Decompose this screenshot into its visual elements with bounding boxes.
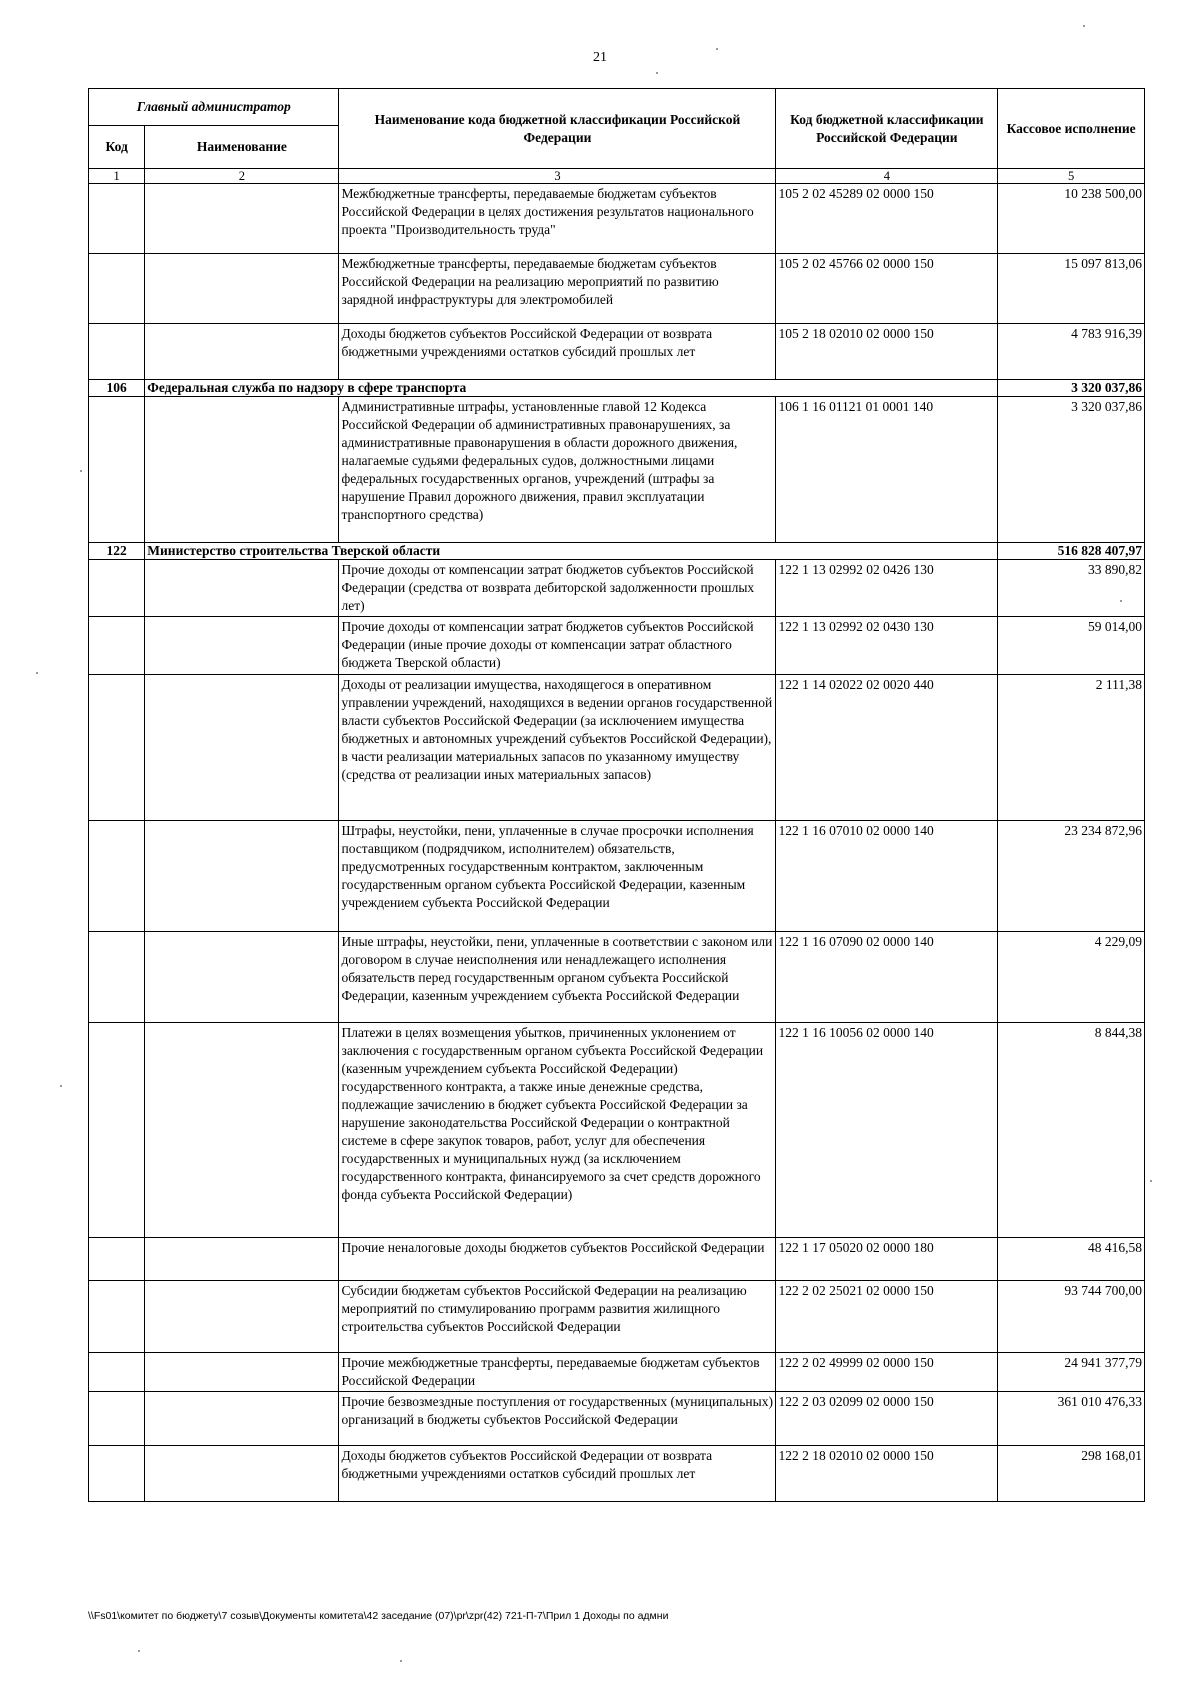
empty-admin-name-cell (145, 397, 339, 543)
empty-admin-name-cell (145, 254, 339, 324)
income-row (89, 560, 1145, 617)
empty-admin-name-cell (145, 821, 339, 932)
kbk-code: 122 2 03 02099 02 0000 150 (776, 1392, 998, 1446)
income-row (89, 1281, 1145, 1353)
scan-speck (60, 1085, 62, 1087)
empty-admin-name-cell (145, 324, 339, 380)
scan-speck (36, 672, 38, 674)
empty-admin-code-cell (89, 560, 145, 617)
empty-admin-name-cell (145, 932, 339, 1023)
income-row (89, 397, 1145, 543)
kbk-code: 122 1 13 02992 02 0430 130 (776, 617, 998, 675)
income-row (89, 675, 1145, 821)
admin-total-amount: 3 320 037,86 (998, 380, 1145, 397)
empty-admin-name-cell (145, 1281, 339, 1353)
header-kbk-name: Наименование кода бюджетной классификации Российской Федерации (339, 89, 776, 169)
empty-admin-code-cell (89, 675, 145, 821)
kbk-code: 122 1 16 10056 02 0000 140 (776, 1023, 998, 1238)
kbk-code: 122 1 17 05020 02 0000 180 (776, 1238, 998, 1281)
kbk-description: Субсидии бюджетам субъектов Российской Федерации на реализацию мероприятий по стимулированию программ развития жилищного строительства субъектов Российской Федерации (339, 1281, 776, 1353)
empty-admin-name-cell (145, 1392, 339, 1446)
empty-admin-code-cell (89, 821, 145, 932)
cash-execution-amount: 15 097 813,06 (998, 254, 1145, 324)
empty-admin-name-cell (145, 1238, 339, 1281)
kbk-code: 105 2 02 45766 02 0000 150 (776, 254, 998, 324)
empty-admin-code-cell (89, 254, 145, 324)
admin-name: Федеральная служба по надзору в сфере транспорта (145, 380, 998, 397)
kbk-code: 122 2 18 02010 02 0000 150 (776, 1446, 998, 1502)
scan-speck (716, 48, 718, 50)
column-number: 5 (998, 169, 1145, 184)
header-admin-name: Наименование (145, 126, 339, 169)
empty-admin-name-cell (145, 1353, 339, 1392)
admin-name: Министерство строительства Тверской области (145, 543, 998, 560)
empty-admin-code-cell (89, 617, 145, 675)
cash-execution-amount: 33 890,82 (998, 560, 1145, 617)
empty-admin-name-cell (145, 1023, 339, 1238)
cash-execution-amount: 93 744 700,00 (998, 1281, 1145, 1353)
kbk-description: Доходы бюджетов субъектов Российской Федерации от возврата бюджетными учреждениями остатков субсидий прошлых лет (339, 324, 776, 380)
kbk-code: 105 2 02 45289 02 0000 150 (776, 184, 998, 254)
revenue-table (88, 88, 1145, 1502)
scan-speck (138, 1650, 140, 1652)
header-admin-code: Код (89, 126, 145, 169)
empty-admin-name-cell (145, 617, 339, 675)
kbk-description: Штрафы, неустойки, пени, уплаченные в случае просрочки исполнения поставщиком (подрядчиком, исполнителем) обязательств, предусмотренных государственным контрактом, заключенным государственным органом субъекта Российской Федерации, казенным учреждением субъекта Российской Федерации (339, 821, 776, 932)
empty-admin-code-cell (89, 1392, 145, 1446)
scan-speck (400, 1660, 402, 1662)
income-row (89, 821, 1145, 932)
income-row (89, 932, 1145, 1023)
empty-admin-code-cell (89, 397, 145, 543)
cash-execution-amount: 2 111,38 (998, 675, 1145, 821)
column-number: 2 (145, 169, 339, 184)
kbk-code: 122 2 02 49999 02 0000 150 (776, 1353, 998, 1392)
kbk-code: 105 2 18 02010 02 0000 150 (776, 324, 998, 380)
empty-admin-code-cell (89, 1238, 145, 1281)
income-row (89, 324, 1145, 380)
cash-execution-amount: 48 416,58 (998, 1238, 1145, 1281)
empty-admin-name-cell (145, 560, 339, 617)
admin-total-amount: 516 828 407,97 (998, 543, 1145, 560)
kbk-description: Межбюджетные трансферты, передаваемые бюджетам субъектов Российской Федерации на реализацию мероприятий по развитию зарядной инфраструктуры для электромобилей (339, 254, 776, 324)
empty-admin-code-cell (89, 1281, 145, 1353)
income-row (89, 1353, 1145, 1392)
kbk-description: Платежи в целях возмещения убытков, причиненных уклонением от заключения с государственным органом субъекта Российской Федерации (казенным учреждением субъекта Российской Федерации) государственного контракта, а также иные денежные средства, подлежащие зачислению в бюджет субъекта Российской Федерации за нарушение законодательства Российской Федерации о контрактной системе в сфере закупок товаров, работ, услуг для обеспечения государственных и муниципальных нужд (за исключением государственного контракта, финансируемого за счет средств дорожного фонда субъекта Российской Федерации) (339, 1023, 776, 1238)
kbk-description: Административные штрафы, установленные главой 12 Кодекса Российской Федерации об административных правонарушениях, за административные правонарушения в области дорожного движения, налагаемые судьями федеральных судов, должностными лицами федеральных государственных органов, учреждений (штрафы за нарушение Правил дорожного движения, правил эксплуатации транспортного средства) (339, 397, 776, 543)
empty-admin-code-cell (89, 1446, 145, 1502)
admin-row (89, 380, 1145, 397)
kbk-code: 122 1 16 07010 02 0000 140 (776, 821, 998, 932)
cash-execution-amount: 23 234 872,96 (998, 821, 1145, 932)
scan-speck (1083, 25, 1085, 27)
cash-execution-amount: 24 941 377,79 (998, 1353, 1145, 1392)
scan-speck (80, 470, 82, 472)
kbk-code: 122 1 16 07090 02 0000 140 (776, 932, 998, 1023)
empty-admin-name-cell (145, 184, 339, 254)
income-row (89, 1446, 1145, 1502)
kbk-description: Прочие межбюджетные трансферты, передаваемые бюджетам субъектов Российской Федерации (339, 1353, 776, 1392)
column-number: 3 (339, 169, 776, 184)
kbk-code: 122 1 14 02022 02 0020 440 (776, 675, 998, 821)
kbk-description: Прочие безвозмездные поступления от государственных (муниципальных) организаций в бюджеты субъектов Российской Федерации (339, 1392, 776, 1446)
kbk-code: 122 2 02 25021 02 0000 150 (776, 1281, 998, 1353)
scan-speck (1150, 1180, 1152, 1182)
cash-execution-amount: 10 238 500,00 (998, 184, 1145, 254)
empty-admin-code-cell (89, 184, 145, 254)
column-number: 4 (776, 169, 998, 184)
file-path-footer: \\Fs01\комитет по бюджету\7 созыв\Документы комитета\42 заседание (07)\pr\zpr(42) 721-П-7\Прил 1 Доходы по адмни (88, 1610, 669, 1622)
cash-execution-amount: 59 014,00 (998, 617, 1145, 675)
kbk-description: Прочие доходы от компенсации затрат бюджетов субъектов Российской Федерации (иные прочие доходы от компенсации затрат областного бюджета Тверской области) (339, 617, 776, 675)
scan-speck (1120, 600, 1122, 602)
cash-execution-amount: 3 320 037,86 (998, 397, 1145, 543)
empty-admin-name-cell (145, 675, 339, 821)
admin-code: 106 (89, 380, 145, 397)
kbk-description: Иные штрафы, неустойки, пени, уплаченные в соответствии с законом или договором в случае неисполнения или ненадлежащего исполнения обязательств перед государственным органом субъекта Российской Федерации, казенным учреждением субъекта Российской Федерации (339, 932, 776, 1023)
page-number: 21 (593, 50, 607, 65)
cash-execution-amount: 361 010 476,33 (998, 1392, 1145, 1446)
income-row (89, 1238, 1145, 1281)
header-cash-execution: Кассовое исполнение (998, 89, 1145, 169)
cash-execution-amount: 8 844,38 (998, 1023, 1145, 1238)
kbk-description: Прочие неналоговые доходы бюджетов субъектов Российской Федерации (339, 1238, 776, 1281)
header-chief-administrator: Главный администратор (89, 89, 339, 126)
cash-execution-amount: 4 783 916,39 (998, 324, 1145, 380)
kbk-description: Доходы от реализации имущества, находящегося в оперативном управлении учреждений, находящихся в ведении органов государственной власти субъектов Российской Федерации (за исключением имущества бюджетных и автономных учреждений субъектов Российской Федерации), в части реализации материальных запасов по указанному имуществу (средства от реализации иных материальных запасов) (339, 675, 776, 821)
cash-execution-amount: 298 168,01 (998, 1446, 1145, 1502)
income-row (89, 254, 1145, 324)
admin-row (89, 543, 1145, 560)
empty-admin-name-cell (145, 1446, 339, 1502)
kbk-description: Межбюджетные трансферты, передаваемые бюджетам субъектов Российской Федерации в целях достижения результатов национального проекта "Производительность труда" (339, 184, 776, 254)
empty-admin-code-cell (89, 1353, 145, 1392)
income-row (89, 1392, 1145, 1446)
cash-execution-amount: 4 229,09 (998, 932, 1145, 1023)
scan-speck (656, 72, 658, 74)
kbk-code: 122 1 13 02992 02 0426 130 (776, 560, 998, 617)
empty-admin-code-cell (89, 1023, 145, 1238)
income-row (89, 1023, 1145, 1238)
admin-code: 122 (89, 543, 145, 560)
column-number: 1 (89, 169, 145, 184)
kbk-code: 106 1 16 01121 01 0001 140 (776, 397, 998, 543)
empty-admin-code-cell (89, 932, 145, 1023)
empty-admin-code-cell (89, 324, 145, 380)
income-row (89, 184, 1145, 254)
column-numbers-row (89, 169, 1145, 184)
table-body (89, 184, 1145, 1502)
income-row (89, 617, 1145, 675)
kbk-description: Доходы бюджетов субъектов Российской Федерации от возврата бюджетными учреждениями остатков субсидий прошлых лет (339, 1446, 776, 1502)
kbk-description: Прочие доходы от компенсации затрат бюджетов субъектов Российской Федерации (средства от возврата дебиторской задолженности прошлых лет) (339, 560, 776, 617)
header-kbk-code: Код бюджетной классификации Российской Федерации (776, 89, 998, 169)
